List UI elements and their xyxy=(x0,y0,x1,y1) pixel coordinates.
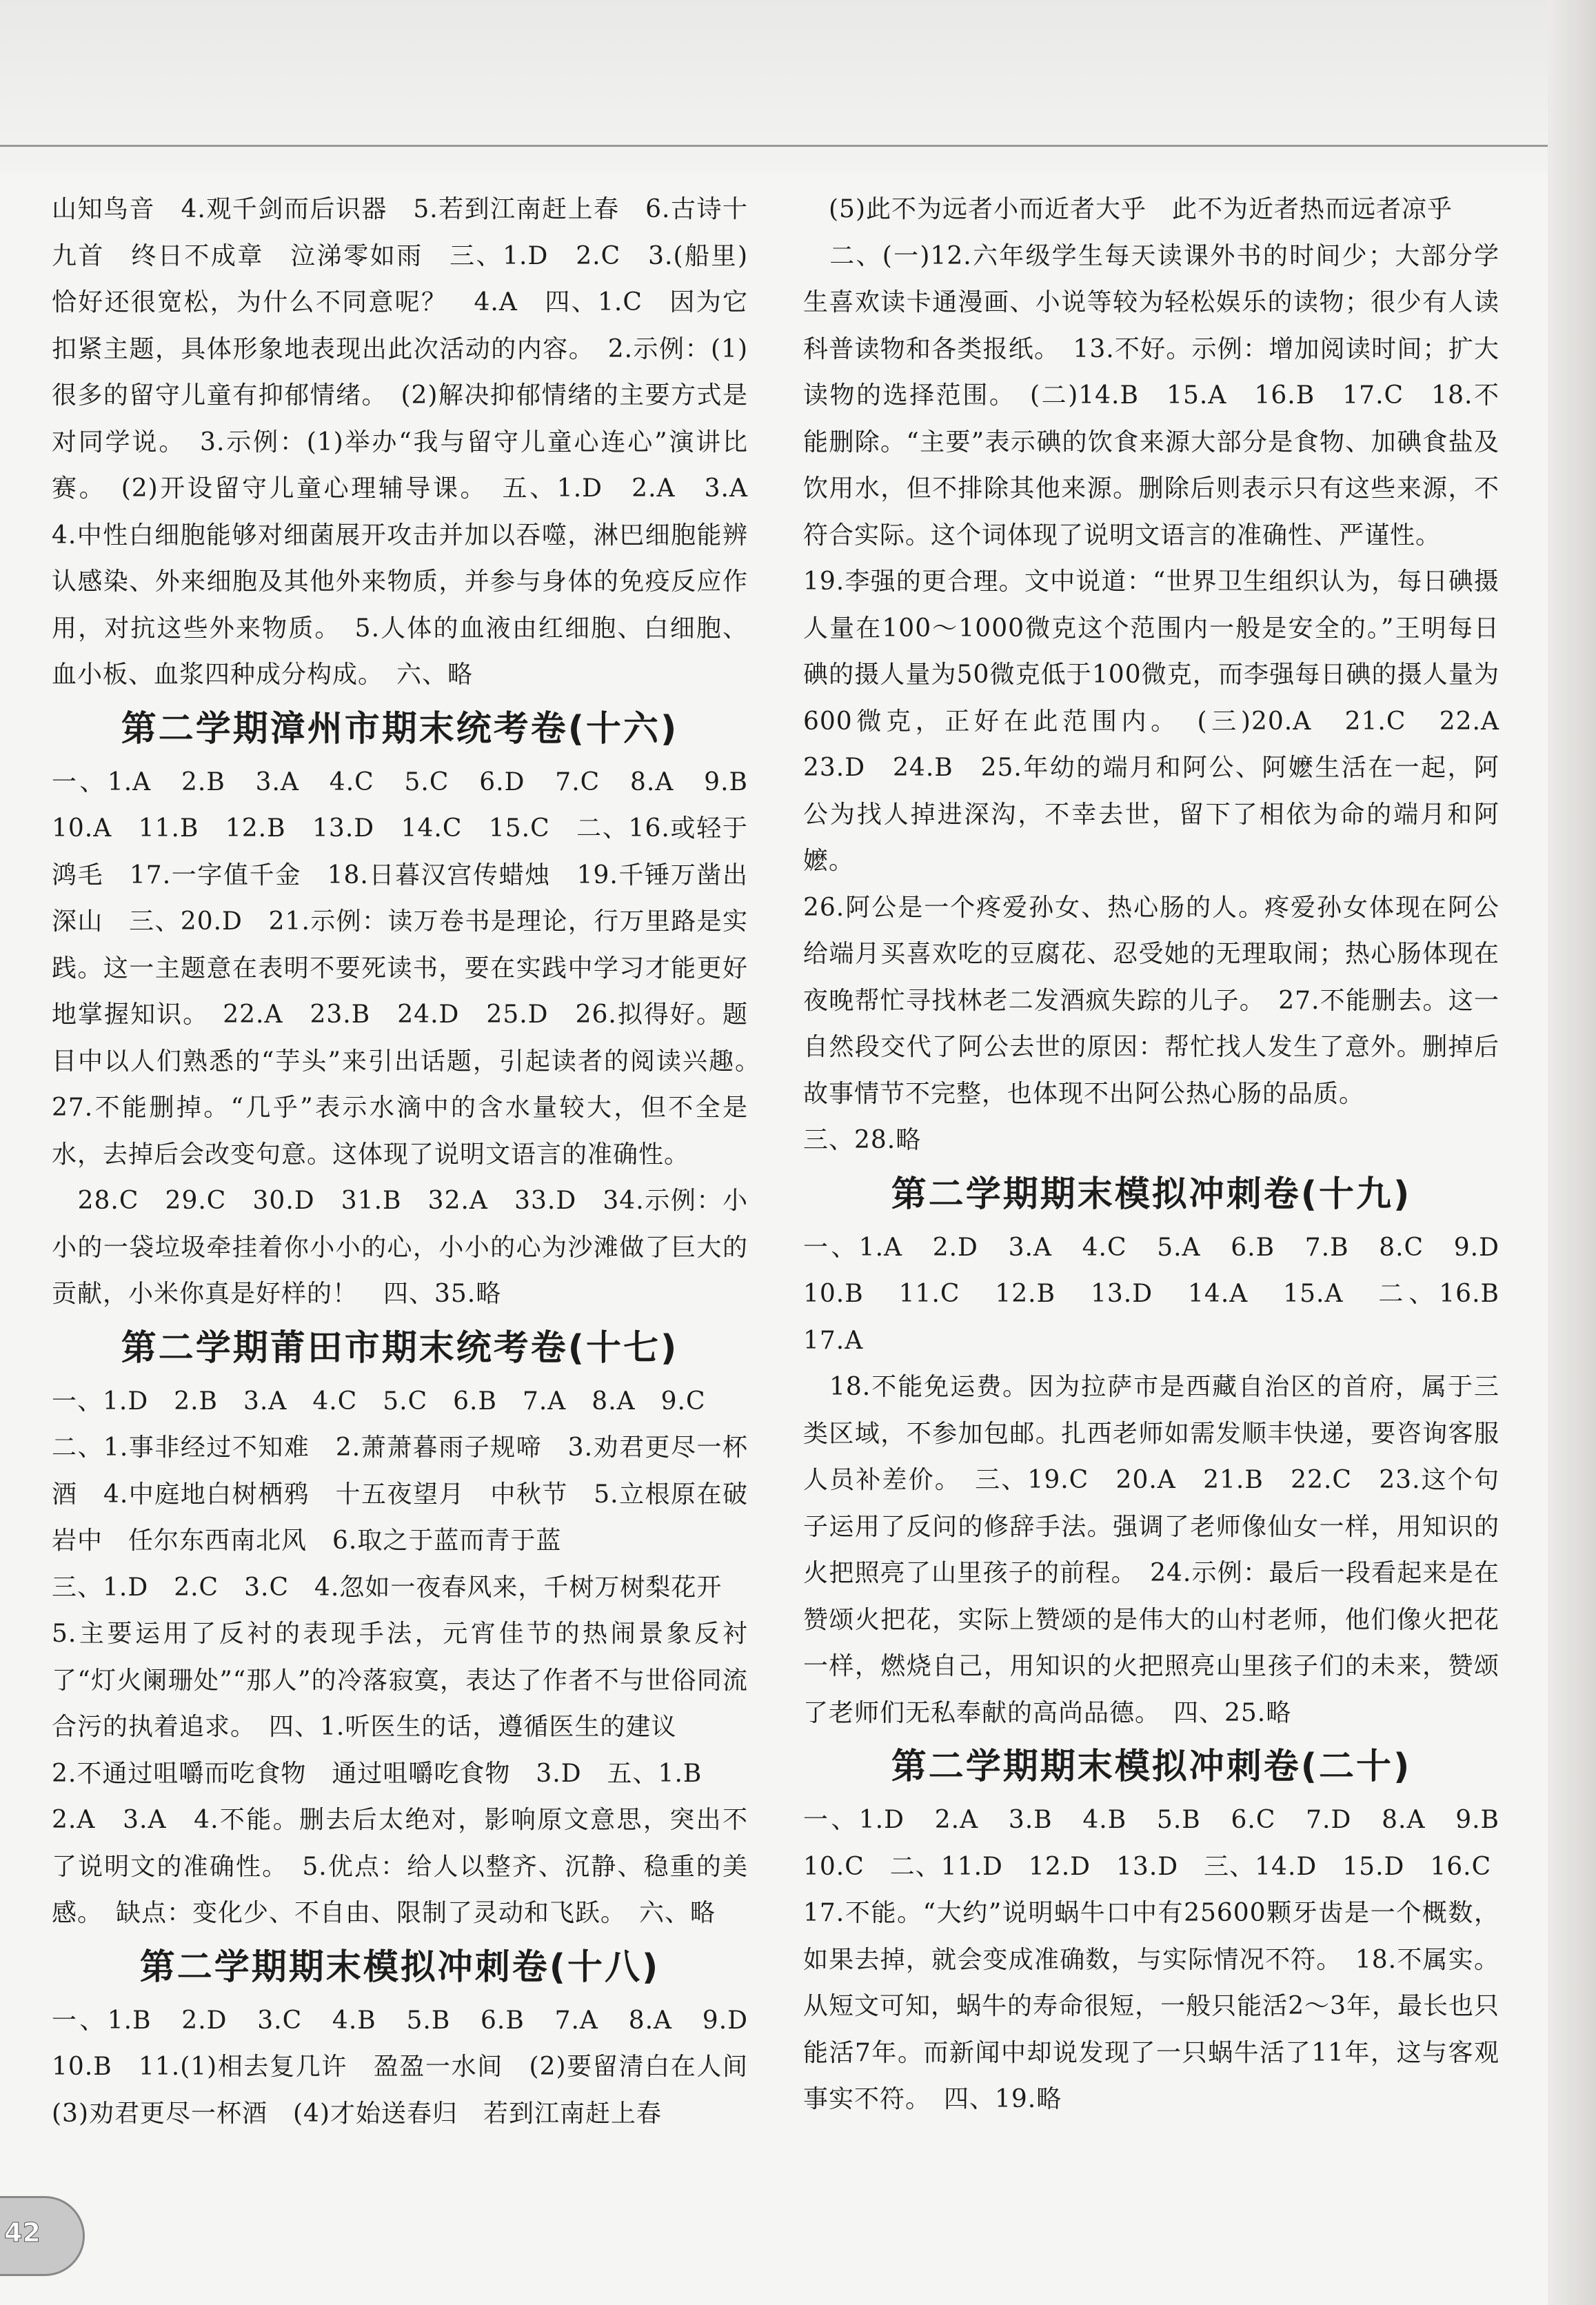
answer-paragraph: 5.主要运用了反衬的表现手法，元宵佳节的热闹景象反衬了“灯火阑珊处”“那人”的冷落寂寞，表达了作者不与世俗同流合污的执着追求。 四、1.听医生的话，遵循医生的建议 xyxy=(52,1620,748,1741)
answer-paragraph: 二、(一)12.六年级学生每天读课外书的时间少；大部分学生喜欢读卡通漫画、小说等较为轻松娱乐的读物；很少有人读科普读物和各类报纸。 13.不好。示例：增加阅读时间；扩大读物的选择范围。 (二)14.B 15.A 16.B 17.C 18.不能删除。“主要”表示碘的饮食来源大部分是食物、加碘食盐及饮用水，但不排除其他来源。删除后则表示只有这些来源，不符合实际。这个词体现了说明文语言的准确性、严谨性。 xyxy=(803,241,1499,550)
answer-paragraph: 18.不能免运费。因为拉萨市是西藏自治区的首府，属于三类区域，不参加包邮。扎西老师如需发顺丰快递，要咨询客服人员补差价。 三、19.C 20.A 21.B 22.C 23.这个句子运用了反问的修辞手法。强调了老师像仙女一样，用知识的火把照亮了山里孩子的前程。 24.示例：最后一段看起来是在赞颂火把花，实际上赞颂的是伟大的山村老师，他们像火把花一样，燃烧自己，用知识的火把照亮山里孩子们的未来，赞颂了老师们无私奉献的高尚品德。 四、25.略 xyxy=(803,1373,1499,1727)
answer-paragraph: 一、1.D 2.A 3.B 4.B 5.B 6.C 7.D 8.A 9.B 10.C 二、11.D 12.D 13.D 三、14.D 15.D 16.C xyxy=(803,1806,1526,1881)
section-title: 第二学期漳州市期末统考卷(十六) xyxy=(121,708,679,749)
answer-paragraph: 2.不通过咀嚼而吃食物 通过咀嚼吃食物 3.D 五、1.B xyxy=(52,1759,703,1788)
answer-paragraph: 17.不能。“大约”说明蜗牛口中有25600颗牙齿是一个概数，如果去掉，就会变成准确数，与实际情况不符。 18.不属实。从短文可知，蜗牛的寿命很短，一般只能活2～3年，最长也只能活7年。而新闻中却说发现了一只蜗牛活了11年，这与客观事实不符。 四、19.略 xyxy=(803,1899,1499,2113)
right-column xyxy=(803,186,1526,2123)
section-title: 第二学期期末模拟冲刺卷(十九) xyxy=(891,1174,1412,1215)
left-column xyxy=(52,186,774,2137)
answer-paragraph: 2.A 3.A 4.不能。删去后太绝对，影响原文意思，突出不了说明文的准确性。 5.优点：给人以整齐、沉静、稳重的美感。 缺点：变化少、不自由、限制了灵动和飞跃。 六、略 xyxy=(52,1806,748,1927)
answer-paragraph: (5)此不为远者小而近者大乎 此不为近者热而远者凉乎 xyxy=(803,195,1453,223)
answer-paragraph: 三、28.略 xyxy=(803,1126,922,1154)
answer-paragraph: 一、1.A 2.B 3.A 4.C 5.C 6.D 7.C 8.A 9.B 10.A 11.B 12.B 13.D 14.C 15.C 二、16.或轻于鸿毛 17.一字值千金 18.日暮汉宫传蜡烛 19.千锤万凿出深山 三、20.D 21.示例：读万卷书是理论，行万里路是实践。这一主题意在表明不要死读书，要在实践中学习才能更好地掌握知识。 22.A 23.B 24.D 25.D 26.拟得好。题目中以人们熟悉的“芋头”来引出话题，引起读者的阅读兴趣。 27.不能删掉。“几乎”表示水滴中的含水量较大，但不全是水，去掉后会改变句意。这体现了说明文语言的准确性。 xyxy=(52,767,774,1169)
header-rule xyxy=(0,145,1558,147)
answer-paragraph: 一、1.B 2.D 3.C 4.B 5.B 6.B 7.A 8.A 9.D 10.B 11.(1)相去复几许 盈盈一水间 (2)要留清白在人间 (3)劝君更尽一杯酒 (4)才始送春归 若到江南赶上春 xyxy=(52,2006,774,2128)
section-title: 第二学期莆田市期末统考卷(十七) xyxy=(121,1327,679,1369)
page-number-badge xyxy=(0,2196,85,2276)
section-title: 第二学期期末模拟冲刺卷(十八) xyxy=(139,1946,660,1988)
answer-paragraph: 19.李强的更合理。文中说道：“世界卫生组织认为，每日碘摄人量在100～1000微克这个范围内一般是安全的。”王明每日碘的摄人量为50微克低于100微克，而李强每日碘的摄人量为600微克，正好在此范围内。 (三)20.A 21.C 22.A 23.D 24.B 25.年幼的端月和阿公、阿嬷生活在一起，阿公为找人掉进深沟，不幸去世，留下了相依为命的端月和阿嬷。 xyxy=(803,567,1526,875)
section-title: 第二学期期末模拟冲刺卷(二十) xyxy=(891,1747,1412,1787)
page-edge xyxy=(1548,0,1596,2305)
answer-paragraph: 三、1.D 2.C 3.C 4.忽如一夜春风来，千树万树梨花开 xyxy=(52,1573,723,1602)
answer-paragraph: 二、1.事非经过不知难 2.萧萧暮雨子规啼 3.劝君更尽一杯酒 4.中庭地白树栖鸦 十五夜望月 中秋节 5.立根原在破岩中 任尔东西南北风 6.取之于蓝而青于蓝 xyxy=(52,1433,748,1555)
page-number: 42 xyxy=(4,2217,41,2248)
answer-paragraph: 山知鸟音 4.观千剑而后识器 5.若到江南赶上春 6.古诗十九首 终日不成章 泣涕零如雨 三、1.D 2.C 3.(船里)恰好还很宽松，为什么不同意呢？ 4.A 四、1.C 因为它扣紧主题，具体形象地表现出此次活动的内容。 2.示例：(1)很多的留守儿童有抑郁情绪。 (2)解决抑郁情绪的主要方式是对同学说。 3.示例：(1)举办“我与留守儿童心连心”演讲比赛。 (2)开设留守儿童心理辅导课。 五、1.D 2.A 3.A 4.中性白细胞能够对细菌展开攻击并加以吞噬，淋巴细胞能辨认感染、外来细胞及其他外来物质，并参与身体的免疫反应作用，对抗这些外来物质。 5.人体的血液由红细胞、白细胞、血小板、血浆四种成分构成。 六、略 xyxy=(52,195,774,689)
answer-paragraph: 一、1.D 2.B 3.A 4.C 5.C 6.B 7.A 8.A 9.C xyxy=(52,1387,706,1416)
answer-paragraph: 28.C 29.C 30.D 31.B 32.A 33.D 34.示例：小小的一袋垃圾牵挂着你小小的心，小小的心为沙滩做了巨大的贡献，小米你真是好样的！ 四、35.略 xyxy=(52,1187,748,1308)
answer-paragraph: 26.阿公是一个疼爱孙女、热心肠的人。疼爱孙女体现在阿公给端月买喜欢吃的豆腐花、忍受她的无理取闹；热心肠体现在夜晚帮忙寻找林老二发酒疯失踪的儿子。 27.不能删去。这一自然段交代了阿公去世的原因：帮忙找人发生了意外。删掉后故事情节不完整，也体现不出阿公热心肠的品质。 xyxy=(803,893,1499,1108)
answer-paragraph: 一、1.A 2.D 3.A 4.C 5.A 6.B 7.B 8.C 9.D 10.B 11.C 12.B 13.D 14.A 15.A 二、16.B 17.A xyxy=(803,1233,1526,1355)
